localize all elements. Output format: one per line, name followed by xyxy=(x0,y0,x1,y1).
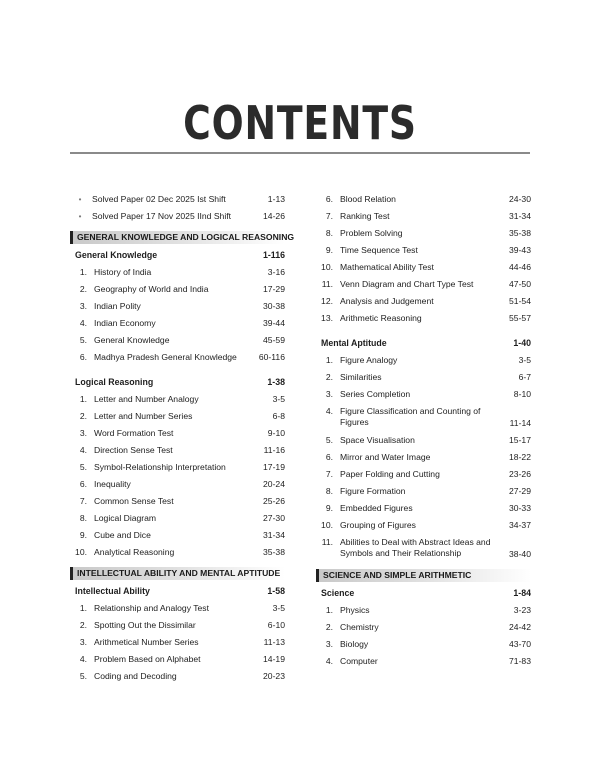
entry-number: 3. xyxy=(325,389,333,399)
list-item[interactable] xyxy=(316,520,531,537)
entry-number: 8. xyxy=(79,513,87,523)
page-range: 17-29 xyxy=(263,284,285,294)
entry-number: 11. xyxy=(321,537,333,547)
group-title: Science xyxy=(321,588,355,598)
page-range: 18-22 xyxy=(509,452,531,462)
entry-number: 1. xyxy=(79,267,87,277)
list-item[interactable] xyxy=(70,496,285,513)
entry-number: 7. xyxy=(325,469,333,479)
list-item[interactable] xyxy=(70,194,285,211)
list-item[interactable] xyxy=(70,603,285,620)
entry-title: Direction Sense Test xyxy=(94,445,173,455)
entry-number: 12. xyxy=(321,296,333,306)
entry-title: Spotting Out the Dissimilar xyxy=(94,620,196,630)
group-heading[interactable] xyxy=(316,337,531,355)
list-item[interactable] xyxy=(316,656,531,673)
entry-title: Abilities to Deal with Abstract Ideas and Symbols and Their Relationship xyxy=(340,537,491,558)
entry-number: 9. xyxy=(79,530,87,540)
entry-title: Figure Formation xyxy=(340,486,406,496)
spacer xyxy=(70,369,285,376)
entry-number: 10. xyxy=(75,547,87,557)
group-pages: 1-84 xyxy=(513,588,531,598)
entry-number: 2. xyxy=(79,284,87,294)
page-range: 14-19 xyxy=(263,654,285,664)
page-range: 3-5 xyxy=(518,355,531,365)
entry-number: 8. xyxy=(325,486,333,496)
spacer xyxy=(316,330,531,337)
list-item[interactable] xyxy=(70,671,285,688)
list-item[interactable] xyxy=(316,503,531,520)
group-heading[interactable] xyxy=(70,376,285,394)
entry-number: 1. xyxy=(79,603,87,613)
group-title: Logical Reasoning xyxy=(75,377,154,387)
entry-title: Problem Based on Alphabet xyxy=(94,654,201,664)
page-range: 31-34 xyxy=(509,211,531,221)
section-heading: SCIENCE AND SIMPLE ARITHMETIC xyxy=(316,569,531,582)
entry-number: 3. xyxy=(79,301,87,311)
group-heading[interactable] xyxy=(70,249,285,267)
entry-title: Solved Paper 02 Dec 2025 Ist Shift xyxy=(92,194,226,204)
entry-number: 1. xyxy=(79,394,87,404)
list-item[interactable] xyxy=(316,211,531,228)
list-item[interactable] xyxy=(316,389,531,406)
list-item[interactable] xyxy=(316,262,531,279)
page-range: 9-10 xyxy=(267,428,285,438)
list-item[interactable] xyxy=(70,654,285,671)
section-heading: INTELLECTUAL ABILITY AND MENTAL APTITUDE xyxy=(70,567,285,580)
list-item[interactable] xyxy=(316,486,531,503)
group-heading[interactable] xyxy=(70,585,285,603)
entry-title: Coding and Decoding xyxy=(94,671,177,681)
list-item[interactable] xyxy=(316,435,531,452)
entry-number: 5. xyxy=(79,671,87,681)
page-range: 71-83 xyxy=(509,656,531,666)
entry-title: Ranking Test xyxy=(340,211,390,221)
entry-number: 1. xyxy=(325,605,333,615)
page-range: 17-19 xyxy=(263,462,285,472)
section-heading: GENERAL KNOWLEDGE AND LOGICAL REASONING xyxy=(70,231,285,244)
page-range: 11-14 xyxy=(509,418,531,428)
entry-number: 6. xyxy=(325,452,333,462)
list-item[interactable] xyxy=(70,267,285,284)
list-item[interactable] xyxy=(70,428,285,445)
page-range: 35-38 xyxy=(509,228,531,238)
list-item[interactable] xyxy=(70,411,285,428)
page-range: 20-23 xyxy=(263,671,285,681)
list-item[interactable] xyxy=(316,279,531,296)
left-column xyxy=(70,194,295,688)
group-title: General Knowledge xyxy=(75,250,158,260)
list-item[interactable] xyxy=(316,372,531,389)
page-range: 39-44 xyxy=(263,318,285,328)
list-item[interactable] xyxy=(316,194,531,211)
page-range: 6-7 xyxy=(518,372,531,382)
list-item[interactable] xyxy=(316,469,531,486)
page-range: 27-29 xyxy=(509,486,531,496)
entry-title: Grouping of Figures xyxy=(340,520,416,530)
entry-title: Arithmetic Reasoning xyxy=(340,313,422,323)
entry-number: 5. xyxy=(79,462,87,472)
list-item[interactable] xyxy=(70,547,285,564)
list-item[interactable] xyxy=(70,513,285,530)
entry-title: Geography of World and India xyxy=(94,284,209,294)
group-pages: 1-116 xyxy=(262,250,285,260)
entry-title: Indian Economy xyxy=(94,318,156,328)
entry-number: 6. xyxy=(325,194,333,204)
entry-number: 4. xyxy=(79,445,87,455)
page-range: 20-24 xyxy=(263,479,285,489)
page-range: 60-116 xyxy=(258,352,285,362)
page-range: 6-10 xyxy=(267,620,285,630)
entry-number: 2. xyxy=(79,620,87,630)
entry-title: Indian Polity xyxy=(94,301,141,311)
list-item[interactable] xyxy=(70,394,285,411)
page-range: 27-30 xyxy=(263,513,285,523)
entry-number: 6. xyxy=(79,352,87,362)
entry-title: Madhya Pradesh General Knowledge xyxy=(94,352,237,362)
entry-title: Computer xyxy=(340,656,378,666)
entry-number: 5. xyxy=(325,435,333,445)
entry-number: 6. xyxy=(79,479,87,489)
list-item[interactable] xyxy=(316,245,531,262)
page-range: 24-30 xyxy=(509,194,531,204)
entry-title: Common Sense Test xyxy=(94,496,174,506)
list-item[interactable] xyxy=(316,406,531,435)
entry-number: 3. xyxy=(79,637,87,647)
entry-number: 2. xyxy=(79,411,87,421)
entry-number: 4. xyxy=(325,406,333,416)
entry-title: Blood Relation xyxy=(340,194,396,204)
entry-title: Physics xyxy=(340,605,370,615)
solved-papers-list xyxy=(70,194,285,228)
entry-title: Figure Analogy xyxy=(340,355,398,365)
entry-number: 9. xyxy=(325,503,333,513)
page-range: 6-8 xyxy=(272,411,285,421)
entry-title: Biology xyxy=(340,639,369,649)
page-range: 3-23 xyxy=(513,605,531,615)
page-range: 44-46 xyxy=(509,262,531,272)
page-range: 23-26 xyxy=(509,469,531,479)
list-item[interactable] xyxy=(70,479,285,496)
list-item[interactable] xyxy=(316,537,531,566)
group-title: Intellectual Ability xyxy=(75,586,150,596)
list-item[interactable] xyxy=(70,335,285,352)
list-item[interactable] xyxy=(70,211,285,228)
bullet-icon: • xyxy=(78,195,82,204)
page-range: 55-57 xyxy=(509,313,531,323)
page-range: 51-54 xyxy=(509,296,531,306)
page-range: 34-37 xyxy=(509,520,531,530)
page-range: 39-43 xyxy=(509,245,531,255)
page-range: 45-59 xyxy=(263,335,285,345)
entry-number: 3. xyxy=(79,428,87,438)
entry-title: Analytical Reasoning xyxy=(94,547,175,557)
list-item[interactable] xyxy=(70,284,285,301)
list-item[interactable] xyxy=(70,301,285,318)
list-item[interactable] xyxy=(70,462,285,479)
page-range: 31-34 xyxy=(263,530,285,540)
page-range: 1-13 xyxy=(267,194,285,204)
entry-title: Letter and Number Series xyxy=(94,411,193,421)
page-range: 11-16 xyxy=(263,445,285,455)
page-range: 11-13 xyxy=(263,637,285,647)
page-range: 8-10 xyxy=(513,389,531,399)
group-pages: 1-40 xyxy=(513,338,531,348)
list-item[interactable] xyxy=(316,296,531,313)
group-title: Mental Aptitude xyxy=(321,338,387,348)
entry-title: Mathematical Ability Test xyxy=(340,262,434,272)
list-item[interactable] xyxy=(70,637,285,654)
list-item[interactable] xyxy=(316,313,531,330)
entry-title: Solved Paper 17 Nov 2025 IInd Shift xyxy=(92,211,232,221)
entry-title: History of India xyxy=(94,267,152,277)
entry-title: Problem Solving xyxy=(340,228,403,238)
entry-number: 4. xyxy=(79,318,87,328)
entry-number: 5. xyxy=(79,335,87,345)
entry-title: Chemistry xyxy=(340,622,379,632)
group-pages: 1-38 xyxy=(267,377,285,387)
entry-number: 7. xyxy=(79,496,87,506)
page-range: 3-16 xyxy=(267,267,285,277)
entry-title: Figure Classification and Counting of Figures xyxy=(340,406,481,427)
entry-title: Arithmetical Number Series xyxy=(94,637,199,647)
entry-number: 10. xyxy=(321,520,333,530)
entry-title: Mirror and Water Image xyxy=(340,452,431,462)
page-range: 15-17 xyxy=(509,435,531,445)
list-item[interactable] xyxy=(316,452,531,469)
list-item[interactable] xyxy=(70,352,285,369)
entry-title: Venn Diagram and Chart Type Test xyxy=(340,279,474,289)
entry-title: Inequality xyxy=(94,479,131,489)
list-item[interactable] xyxy=(70,530,285,547)
page-title: CONTENTS xyxy=(183,96,417,150)
entry-title: Similarities xyxy=(340,372,382,382)
entry-title: Time Sequence Test xyxy=(340,245,418,255)
entry-number: 7. xyxy=(325,211,333,221)
entry-number: 11. xyxy=(321,279,333,289)
group-heading[interactable] xyxy=(316,587,531,605)
entry-title: Letter and Number Analogy xyxy=(94,394,199,404)
entry-title: Series Completion xyxy=(340,389,411,399)
page-range: 24-42 xyxy=(509,622,531,632)
entry-title: Symbol-Relationship Interpretation xyxy=(94,462,226,472)
page-range: 30-33 xyxy=(509,503,531,513)
list-item[interactable] xyxy=(316,605,531,622)
entry-number: 2. xyxy=(325,622,333,632)
page-range: 35-38 xyxy=(263,547,285,557)
page-range: 3-5 xyxy=(272,603,285,613)
entry-number: 1. xyxy=(325,355,333,365)
list-item[interactable] xyxy=(70,318,285,335)
entry-title: Word Formation Test xyxy=(94,428,174,438)
entry-title: Relationship and Analogy Test xyxy=(94,603,209,613)
right-column xyxy=(316,194,531,673)
page-range: 25-26 xyxy=(263,496,285,506)
list-item[interactable] xyxy=(316,639,531,656)
entry-title: Cube and Dice xyxy=(94,530,151,540)
page-range: 14-26 xyxy=(263,211,285,221)
entry-title: Logical Diagram xyxy=(94,513,157,523)
entry-number: 8. xyxy=(325,228,333,238)
page-range: 43-70 xyxy=(509,639,531,649)
entry-number: 10. xyxy=(321,262,333,272)
list-item[interactable] xyxy=(70,445,285,462)
entry-title: General Knowledge xyxy=(94,335,170,345)
page-range: 47-50 xyxy=(509,279,531,289)
entry-title: Embedded Figures xyxy=(340,503,413,513)
list-item[interactable] xyxy=(70,620,285,637)
list-item[interactable] xyxy=(316,622,531,639)
entry-number: 4. xyxy=(79,654,87,664)
entry-number: 3. xyxy=(325,639,333,649)
entry-title: Space Visualisation xyxy=(340,435,415,445)
list-item[interactable] xyxy=(316,355,531,372)
entry-number: 4. xyxy=(325,656,333,666)
page-range: 38-40 xyxy=(509,549,531,559)
entry-number: 13. xyxy=(321,313,333,323)
bullet-icon: • xyxy=(78,212,82,221)
title-rule xyxy=(70,152,530,154)
page-range: 3-5 xyxy=(272,394,285,404)
group-pages: 1-58 xyxy=(267,586,285,596)
entry-title: Analysis and Judgement xyxy=(340,296,434,306)
page-range: 30-38 xyxy=(263,301,285,311)
entry-number: 2. xyxy=(325,372,333,382)
entry-number: 9. xyxy=(325,245,333,255)
list-item[interactable] xyxy=(316,228,531,245)
entry-title: Paper Folding and Cutting xyxy=(340,469,440,479)
